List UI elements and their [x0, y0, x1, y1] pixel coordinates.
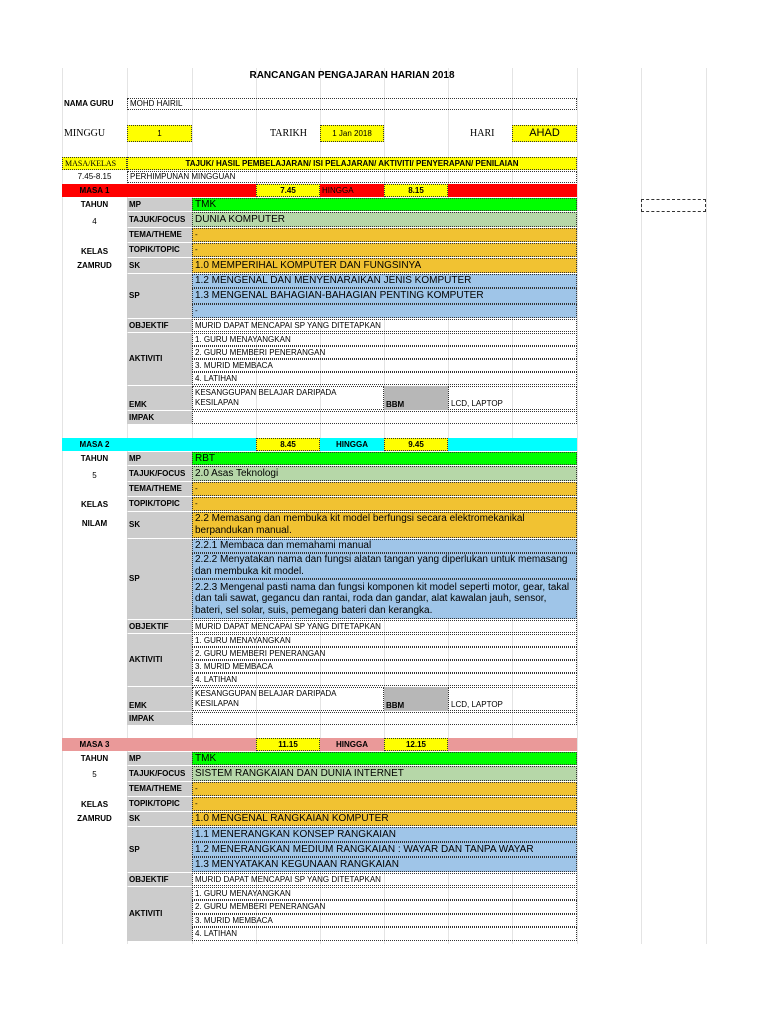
masa1-emk-label: EMK — [127, 386, 192, 410]
masa3-aktiviti-3: 3. MURID MEMBACA — [192, 914, 577, 927]
masa3-aktiviti-2: 2. GURU MEMBERI PENERANGAN — [192, 900, 577, 914]
masa3-bar — [127, 738, 256, 751]
masa1-sp-2: 1.3 MENGENAL BAHAGIAN-BAHAGIAN PENTING KOMPUTER — [192, 288, 577, 304]
masa3-start: 11.15 — [256, 738, 320, 751]
masa2-aktiviti-4: 4. LATIHAN — [192, 673, 577, 686]
masa2-tajuk-value: 2.0 Asas Teknologi — [192, 466, 577, 481]
tajuk-header: TAJUK/ HASIL PEMBELAJARAN/ ISI PELAJARAN/ AKTIVITI/ PENYERAPAN/ PENILAIAN — [127, 157, 577, 170]
masa3-objektif-label: OBJEKTIF — [127, 873, 192, 886]
masa3-kelas-value: ZAMRUD — [77, 813, 112, 823]
masa2-aktiviti-1: 1. GURU MENAYANGKAN — [192, 634, 577, 647]
masa2-hingga: HINGGA — [320, 438, 384, 451]
masa3-mp-value: TMK — [192, 752, 577, 765]
page-title: RANCANGAN PENGAJARAN HARIAN 2018 — [249, 70, 455, 81]
masa3-kelas-label: KELAS — [80, 799, 109, 809]
masa2-topik-value: - — [192, 497, 577, 511]
masa1-emk-value: KESANGGUPAN BELAJAR DARIPADA KESILAPAN — [192, 386, 384, 410]
masa1-hingga: HINGGA — [320, 184, 384, 197]
masa2-end: 9.45 — [384, 438, 448, 451]
masa1-sp-3: - — [192, 304, 577, 318]
masa2-sp-label: SP — [127, 539, 192, 619]
masa3-sp-3: 1.3 MENYATAKAN KEGUNAAN RANGKAIAN — [192, 857, 577, 872]
masa2-impak-value — [192, 712, 577, 725]
masa1-impak-value — [192, 411, 577, 424]
masa2-bbm-value: LCD, LAPTOP — [448, 687, 577, 711]
masa3-tema-label: TEMA/THEME — [127, 782, 192, 796]
masa2-sk-value: 2.2 Memasang dan membuka kit model berfungsi secara elektromekanikal berpandukan manual. — [192, 512, 577, 538]
masa1-topik-value: - — [192, 243, 577, 257]
tarikh-label: TARIKH — [270, 127, 307, 139]
minggu-value: 1 — [127, 125, 192, 142]
masa2-aktiviti-3: 3. MURID MEMBACA — [192, 660, 577, 673]
masa1-impak-label: IMPAK — [127, 411, 192, 424]
assembly-text: PERHIMPUNAN MINGGUAN — [127, 171, 577, 183]
masa1-aktiviti-1: 1. GURU MENAYANGKAN — [192, 333, 577, 346]
masa3-sp-label: SP — [127, 827, 192, 872]
masa2-start: 8.45 — [256, 438, 320, 451]
masa2-emk-value: KESANGGUPAN BELAJAR DARIPADA KESILAPAN — [192, 687, 384, 711]
masa2-impak-label: IMPAK — [127, 712, 192, 725]
masa1-tajuk-label: TAJUK/FOCUS — [127, 212, 192, 227]
nama-guru-label: NAMA GURU — [64, 99, 114, 109]
masa3-sk-value: 1.0 MENGENAL RANGKAIAN KOMPUTER — [192, 812, 577, 826]
masa1-tahun-label: TAHUN — [80, 199, 109, 209]
masa3-sp-1: 1.1 MENERANGKAN KONSEP RANGKAIAN — [192, 827, 577, 842]
selected-cell[interactable] — [641, 199, 706, 212]
minggu-label: MINGGU — [64, 127, 106, 139]
masa3-tajuk-label: TAJUK/FOCUS — [127, 766, 192, 781]
masa2-kelas-label: KELAS — [80, 499, 109, 509]
masa3-sp-2: 1.2 MENERANGKAN MEDIUM RANGKAIAN : WAYAR DAN TANPA WAYAR — [192, 842, 577, 857]
masa3-aktiviti-1: 1. GURU MENAYANGKAN — [192, 887, 577, 900]
masa2-sp-1: 2.2.1 Membaca dan memahami manual — [192, 539, 577, 553]
masa3-tema-value: - — [192, 782, 577, 796]
masa1-aktiviti-2: 2. GURU MEMBERI PENERANGAN — [192, 346, 577, 359]
masa1-tema-value: - — [192, 228, 577, 242]
masa2-kelas-value: NILAM — [81, 518, 108, 528]
masa2-bbm-label: BBM — [384, 687, 448, 711]
masa1-objektif-value: MURID DAPAT MENCAPAI SP YANG DITETAPKAN — [192, 319, 577, 332]
masa1-sk-value: 1.0 MEMPERIHAL KOMPUTER DAN FUNGSINYA — [192, 258, 577, 273]
masa3-sk-label: SK — [127, 812, 192, 826]
masa2-topik-label: TOPIK/TOPIC — [127, 497, 192, 511]
masa2-aktiviti-2: 2. GURU MEMBERI PENERANGAN — [192, 647, 577, 660]
masa1-sk-label: SK — [127, 258, 192, 273]
masa2-tahun-value: 5 — [92, 470, 97, 480]
masa1-bar-end — [448, 184, 577, 197]
masa1-kelas-value: ZAMRUD — [77, 260, 112, 270]
masa1-bar — [127, 184, 256, 197]
masa1-end: 8.15 — [384, 184, 448, 197]
masa3-tahun-value: 5 — [92, 769, 97, 779]
masa2-sp-3: 2.2.3 Mengenal pasti nama dan fungsi komponen kit model seperti motor, gear, takal dan tali sawat, gegancu dan rantai, roda dan gandar, alat kawalan jauh, sensor, bateri, sel solar, suis, pemegang bateri dan kerangka. — [192, 579, 577, 619]
masa3-aktiviti-4: 4. LATIHAN — [192, 927, 577, 941]
masa2-emk-label: EMK — [127, 687, 192, 711]
masa2-tema-value: - — [192, 482, 577, 496]
masa1-aktiviti-label: AKTIVITI — [127, 333, 192, 385]
nama-guru-value: MOHD HAIRIL — [127, 98, 577, 110]
masa2-tajuk-label: TAJUK/FOCUS — [127, 466, 192, 481]
masa2-mp-label: MP — [127, 452, 192, 465]
masa2-sk-label: SK — [127, 512, 192, 538]
masa3-hingga: HINGGA — [320, 738, 384, 751]
tarikh-value: 1 Jan 2018 — [320, 125, 384, 142]
hari-label: HARI — [470, 127, 495, 139]
hari-value: AHAD — [512, 125, 577, 142]
masa3-mp-label: MP — [127, 752, 192, 765]
masa1-sp-1: 1.2 MENGENAL DAN MENYENARAIKAN JENIS KOMPUTER — [192, 274, 577, 288]
masa1-bbm-value: LCD, LAPTOP — [448, 386, 577, 410]
masa2-tema-label: TEMA/THEME — [127, 482, 192, 496]
masa2-sp-2: 2.2.2 Menyatakan nama dan fungsi alatan tangan yang diperlukan untuk memasang dan membuka kit model. — [192, 553, 577, 579]
masa1-aktiviti-3: 3. MURID MEMBACA — [192, 359, 577, 372]
masa1-tema-label: TEMA/THEME — [127, 228, 192, 242]
masa2-objektif-value: MURID DAPAT MENCAPAI SP YANG DITETAPKAN — [192, 620, 577, 633]
masa3-aktiviti-label: AKTIVITI — [127, 887, 192, 941]
masa1-sp-label: SP — [127, 274, 192, 318]
masa1-aktiviti-4: 4. LATIHAN — [192, 372, 577, 385]
masa1-kelas-label: KELAS — [80, 246, 109, 256]
masa2-objektif-label: OBJEKTIF — [127, 620, 192, 633]
masa1-objektif-label: OBJEKTIF — [127, 319, 192, 332]
masa3-objektif-value: MURID DAPAT MENCAPAI SP YANG DITETAPKAN — [192, 873, 577, 886]
masa2-bar — [127, 438, 256, 451]
masa2-label: MASA 2 — [62, 438, 127, 451]
masa3-tajuk-value: SISTEM RANGKAIAN DAN DUNIA INTERNET — [192, 766, 577, 781]
masa2-mp-value: RBT — [192, 452, 577, 465]
masa1-mp-value: TMK — [192, 198, 577, 211]
masa1-tajuk-value: DUNIA KOMPUTER — [192, 212, 577, 227]
masa2-aktiviti-label: AKTIVITI — [127, 634, 192, 686]
masa-kelas-header: MASA/KELAS — [62, 157, 127, 170]
masa2-tahun-label: TAHUN — [80, 453, 109, 463]
masa3-end: 12.15 — [384, 738, 448, 751]
masa1-label: MASA 1 — [62, 184, 127, 197]
masa3-tahun-label: TAHUN — [80, 753, 109, 763]
assembly-time: 7.45-8.15 — [77, 172, 112, 182]
masa1-mp-label: MP — [127, 198, 192, 211]
masa3-label: MASA 3 — [62, 738, 127, 751]
masa1-bbm-label: BBM — [384, 386, 448, 410]
masa3-topik-value: - — [192, 797, 577, 811]
masa3-bar-end — [448, 738, 577, 751]
masa1-tahun-value: 4 — [92, 216, 97, 226]
masa3-topik-label: TOPIK/TOPIC — [127, 797, 192, 811]
masa2-bar-end — [448, 438, 577, 451]
masa1-start: 7.45 — [256, 184, 320, 197]
masa1-topik-label: TOPIK/TOPIC — [127, 243, 192, 257]
